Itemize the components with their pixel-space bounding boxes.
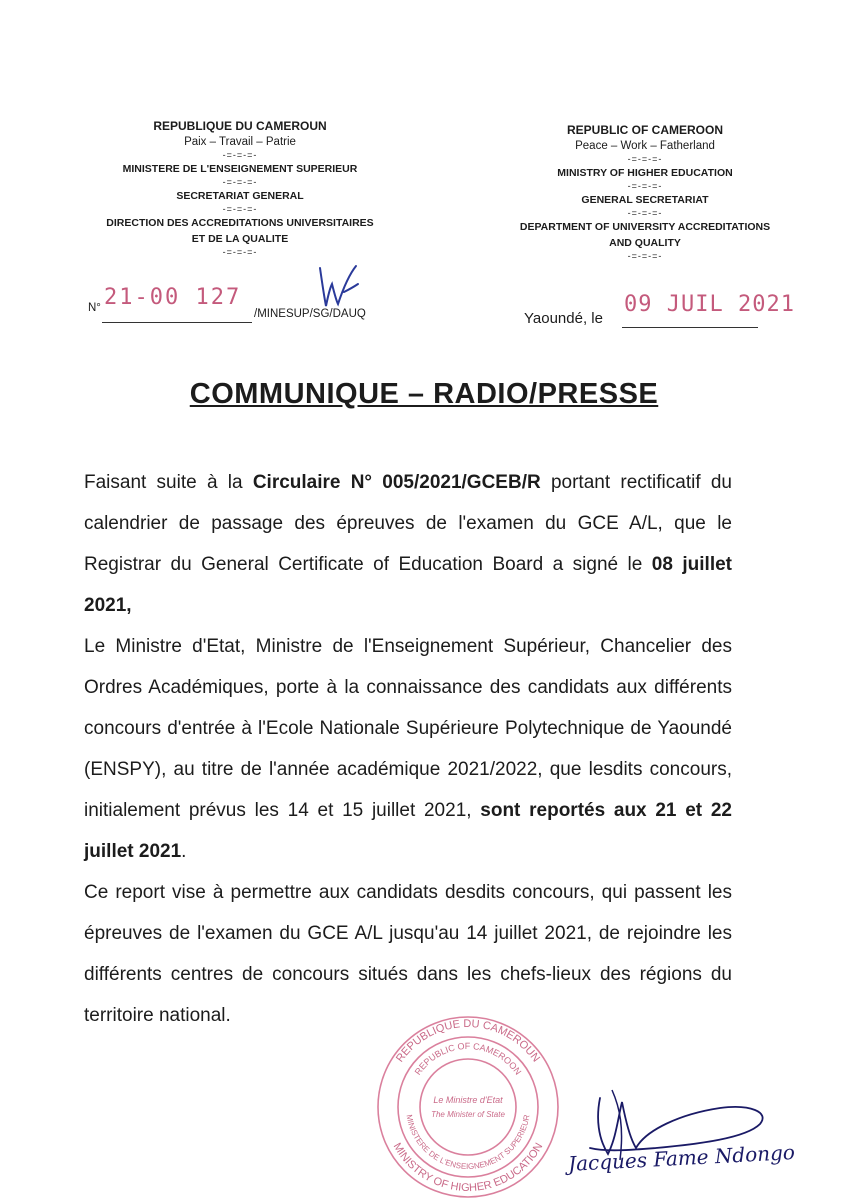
date-underline [622,327,758,328]
paragraph-1 [84,462,732,626]
stamped-reference-number: 21-00 127 [104,285,242,310]
communique-body [84,462,732,1036]
reference-underline [102,322,252,323]
paragraph-1-intro: Faisant suite à la [84,472,253,493]
official-seal-stamp-icon [368,1015,568,1200]
postponement-notice: sont reportés aux 21 et 22 juillet 2021 [84,800,733,862]
separator: -=-=-=- [627,251,663,261]
page-title: COMMUNIQUE – RADIO/PRESSE [189,378,659,410]
country-name-fr: REPUBLIQUE DU CAMEROUN [153,119,327,133]
motto-fr: Paix – Travail – Patrie [184,136,296,148]
separator: -=-=-=- [627,208,663,218]
signatory-name: Jacques Fame Ndongo [567,1140,796,1176]
paragraph-3: Ce report vise à permettre aux candidats desdits concours, qui passent les épreuves de l'examen du GCE A/L jusqu'au 14 juillet 2021, de rejoindre les différents centres de concours situés dans les chefs-lieux des régions du territoire national. [84,882,732,1026]
header-left-fr [100,118,380,258]
signed-date: 08 juillet 2021, [84,554,733,616]
date-label: Yaoundé, le [524,310,603,327]
separator: -=-=-=- [222,150,258,160]
seal-center-text-en: The Minister of State [431,1110,505,1119]
separator: -=-=-=- [222,247,258,257]
header-right-en [492,122,798,262]
paragraph-2-end: . [181,841,187,862]
paragraph-1-middle: portant rectificatif du calendrier de passage des épreuves de l'examen du GCE A/L, que le Registrar du General Certificate of Education Board a signé le [84,472,732,575]
seal-inner-bottom-text: MINISTERE DE L'ENSEIGNEMENT SUPERIEUR [404,1113,532,1172]
seal-outer-bottom-text: MINISTRY OF HIGHER EDUCATION [390,1140,546,1195]
ministry-fr: MINISTERE DE L'ENSEIGNEMENT SUPERIEUR [122,163,358,175]
seal-outer-top-text: REPUBLIQUE DU CAMEROUN [394,1017,542,1065]
seal-center-text: Le Ministre d'Etat [433,1095,503,1105]
stamped-date: 09 JUIL 2021 [624,292,795,317]
ministry-en: MINISTRY OF HIGHER EDUCATION [557,167,733,179]
paragraph-2-text: Le Ministre d'Etat, Ministre de l'Enseignement Supérieur, Chancelier des Ordres Académiques, porte à la connaissance des candidats aux différents concours d'entrée à l'Ecole Nationale Supérieure Polytechnique de Yaoundé (ENSPY), au titre de l'année académique 2021/2022, que lesdits concours, initialement prévus les 14 et 15 juillet 2021, [84,636,732,821]
seal-inner-top-text: REPUBLIC OF CAMEROON [412,1040,524,1077]
reference-suffix: /MINESUP/SG/DAUQ [254,308,366,320]
separator: -=-=-=- [222,204,258,214]
motto-en: Peace – Work – Fatherland [575,140,715,152]
department-en-line2: AND QUALITY [609,237,681,249]
country-name-en: REPUBLIC OF CAMEROON [567,123,723,137]
secretariat-en: GENERAL SECRETARIAT [581,194,709,206]
circular-reference: Circulaire N° 005/2021/GCEB/R [252,472,541,493]
separator: -=-=-=- [222,177,258,187]
svg-text:MINISTERE DE L'ENSEIGNEMENT SU [404,1114,531,1171]
direction-fr-line1: DIRECTION DES ACCREDITATIONS UNIVERSITAIRES [106,217,374,229]
reference-prefix: N° [88,302,101,314]
paragraph-2 [84,626,732,872]
separator: -=-=-=- [627,181,663,191]
initials-signature-icon [314,262,362,312]
department-en-line1: DEPARTMENT OF UNIVERSITY ACCREDITATIONS [519,221,771,233]
direction-fr-line2: ET DE LA QUALITE [191,233,289,245]
secretariat-fr: SECRETARIAT GENERAL [176,190,304,202]
separator: -=-=-=- [627,154,663,164]
